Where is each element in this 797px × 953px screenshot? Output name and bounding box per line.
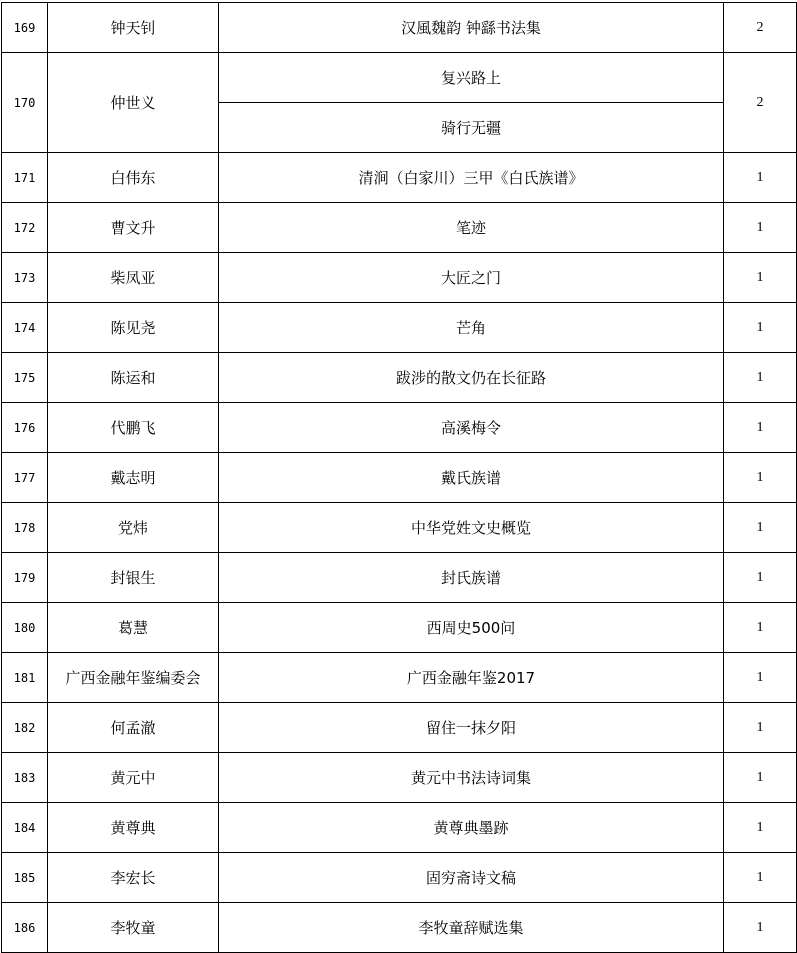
donor-name-cell: 柴凤亚 — [48, 253, 219, 303]
donor-name-cell: 曹文升 — [48, 203, 219, 253]
quantity-cell: 2 — [724, 3, 797, 53]
table-row — [2, 753, 797, 803]
quantity-cell: 1 — [724, 203, 797, 253]
table-row — [2, 3, 797, 53]
donor-name-cell: 仲世义 — [48, 53, 219, 153]
quantity-cell: 1 — [724, 903, 797, 953]
book-title-cell: 留住一抹夕阳 — [219, 703, 724, 753]
donor-name-cell: 钟天钊 — [48, 3, 219, 53]
book-title-cell: 黄尊典墨跡 — [219, 803, 724, 853]
book-title-cell: 固穷斋诗文稿 — [219, 853, 724, 903]
row-number-cell: 179 — [2, 553, 48, 603]
table-row — [2, 903, 797, 953]
donor-name-cell: 戴志明 — [48, 453, 219, 503]
quantity-cell: 1 — [724, 503, 797, 553]
book-title-cell: 芒角 — [219, 303, 724, 353]
table-row — [2, 853, 797, 903]
table-body — [2, 3, 797, 953]
row-number-cell: 176 — [2, 403, 48, 453]
quantity-cell: 1 — [724, 853, 797, 903]
donor-name-cell: 葛慧 — [48, 603, 219, 653]
book-title-cell: 复兴路上 — [219, 53, 724, 103]
donor-name-cell: 陈运和 — [48, 353, 219, 403]
table-row — [2, 653, 797, 703]
row-number-cell: 183 — [2, 753, 48, 803]
row-number-cell: 174 — [2, 303, 48, 353]
table-row — [2, 353, 797, 403]
donor-name-cell: 代鹏飞 — [48, 403, 219, 453]
book-title-cell: 中华党姓文史概览 — [219, 503, 724, 553]
quantity-cell: 1 — [724, 803, 797, 853]
quantity-cell: 1 — [724, 653, 797, 703]
table-row — [2, 203, 797, 253]
row-number-cell: 175 — [2, 353, 48, 403]
table-row — [2, 803, 797, 853]
book-title-cell: 李牧童辞赋选集 — [219, 903, 724, 953]
donor-name-cell: 何孟澈 — [48, 703, 219, 753]
row-number-cell: 178 — [2, 503, 48, 553]
donor-name-cell: 黄尊典 — [48, 803, 219, 853]
table-row — [2, 553, 797, 603]
book-title-cell: 大匠之门 — [219, 253, 724, 303]
book-title-cell: 戴氏族谱 — [219, 453, 724, 503]
donor-name-cell: 李宏长 — [48, 853, 219, 903]
row-number-cell: 186 — [2, 903, 48, 953]
table-row — [2, 403, 797, 453]
table-row — [2, 53, 797, 103]
row-number-cell: 181 — [2, 653, 48, 703]
donor-name-cell: 白伟东 — [48, 153, 219, 203]
book-title-cell: 骑行无疆 — [219, 103, 724, 153]
quantity-cell: 1 — [724, 453, 797, 503]
row-number-cell: 182 — [2, 703, 48, 753]
book-title-cell: 笔迹 — [219, 203, 724, 253]
row-number-cell: 170 — [2, 53, 48, 153]
donor-name-cell: 广西金融年鉴编委会 — [48, 653, 219, 703]
quantity-cell: 1 — [724, 603, 797, 653]
table-row — [2, 153, 797, 203]
donor-name-cell: 党炜 — [48, 503, 219, 553]
quantity-cell: 1 — [724, 303, 797, 353]
row-number-cell: 184 — [2, 803, 48, 853]
book-title-cell: 清涧（白家川）三甲《白氏族谱》 — [219, 153, 724, 203]
quantity-cell: 1 — [724, 703, 797, 753]
table-row — [2, 503, 797, 553]
quantity-cell: 1 — [724, 153, 797, 203]
book-title-cell: 跋涉的散文仍在长征路 — [219, 353, 724, 403]
table-row — [2, 253, 797, 303]
quantity-cell: 1 — [724, 353, 797, 403]
quantity-cell: 1 — [724, 553, 797, 603]
quantity-cell: 1 — [724, 753, 797, 803]
table-row — [2, 453, 797, 503]
row-number-cell: 169 — [2, 3, 48, 53]
row-number-cell: 172 — [2, 203, 48, 253]
quantity-cell: 1 — [724, 403, 797, 453]
donor-name-cell: 陈见尧 — [48, 303, 219, 353]
book-title-cell: 黄元中书法诗词集 — [219, 753, 724, 803]
table-row — [2, 703, 797, 753]
book-title-cell: 封氏族谱 — [219, 553, 724, 603]
quantity-cell: 1 — [724, 253, 797, 303]
donation-table — [1, 2, 797, 953]
row-number-cell: 171 — [2, 153, 48, 203]
book-title-cell: 汉風魏韵 钟繇书法集 — [219, 3, 724, 53]
donor-name-cell: 李牧童 — [48, 903, 219, 953]
row-number-cell: 177 — [2, 453, 48, 503]
book-title-cell: 西周史500问 — [219, 603, 724, 653]
donor-name-cell: 封银生 — [48, 553, 219, 603]
table-row — [2, 303, 797, 353]
donor-name-cell: 黄元中 — [48, 753, 219, 803]
quantity-cell: 2 — [724, 53, 797, 153]
row-number-cell: 180 — [2, 603, 48, 653]
book-title-cell: 高溪梅令 — [219, 403, 724, 453]
row-number-cell: 173 — [2, 253, 48, 303]
table-row — [2, 603, 797, 653]
book-title-cell: 广西金融年鉴2017 — [219, 653, 724, 703]
row-number-cell: 185 — [2, 853, 48, 903]
